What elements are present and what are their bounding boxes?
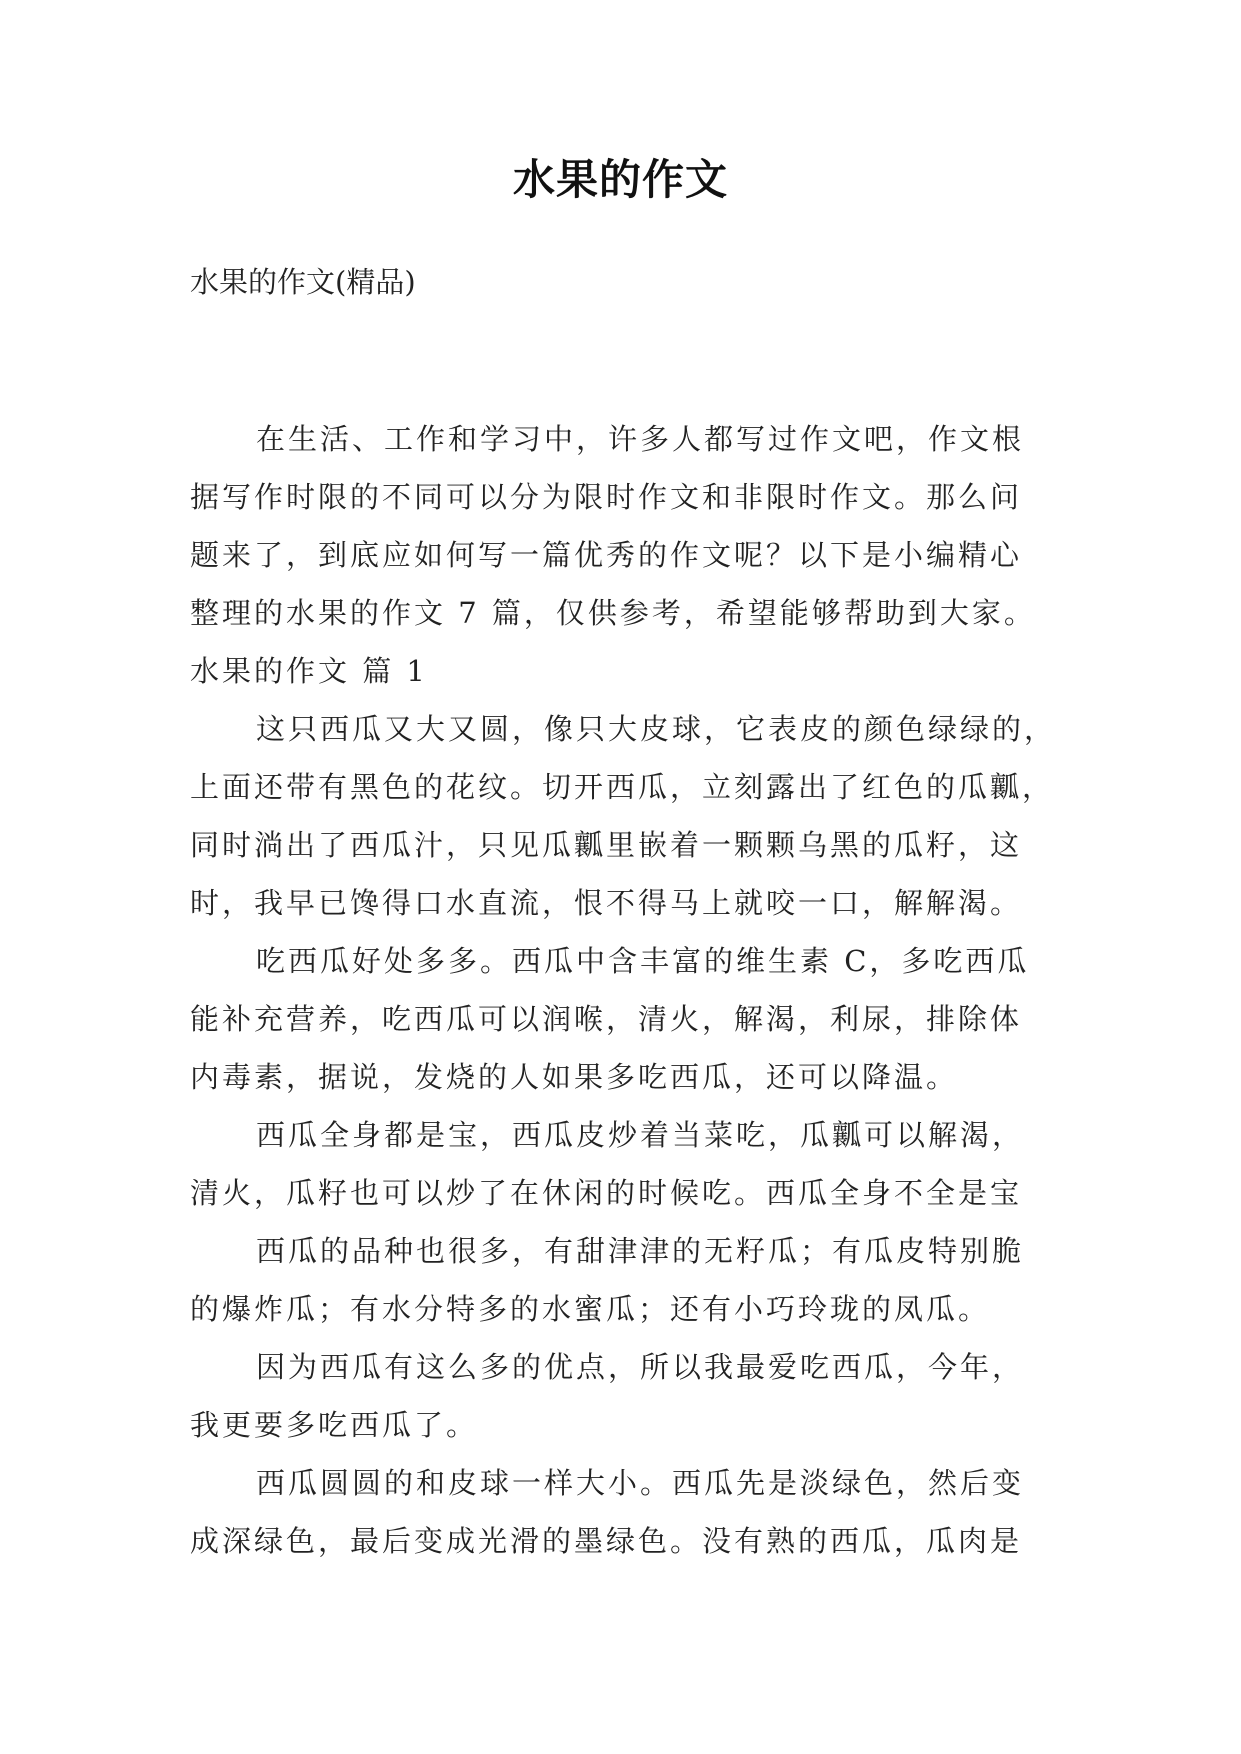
text-line: 因为西瓜有这么多的优点，所以我最爱吃西瓜，今年， xyxy=(256,1350,1025,1384)
document-title: 水果的作文 xyxy=(512,155,728,204)
text-line: 在生活、工作和学习中，许多人都写过作文吧，作文根 xyxy=(256,422,1025,456)
text-line: 能补充营养，吃西瓜可以润喉，清火，解渴，利尿，排除体 xyxy=(190,1002,1023,1036)
text-line: 整理的水果的作文 7 篇，仅供参考，希望能够帮助到大家。 xyxy=(190,596,1036,630)
text-line: 西瓜圆圆的和皮球一样大小。西瓜先是淡绿色，然后变 xyxy=(256,1466,1025,1500)
text-line: 清火，瓜籽也可以炒了在休闲的时候吃。西瓜全身不全是宝 xyxy=(190,1176,1023,1210)
text-line: 的爆炸瓜；有水分特多的水蜜瓜；还有小巧玲珑的凤瓜。 xyxy=(190,1292,991,1326)
text-line: 成深绿色，最后变成光滑的墨绿色。没有熟的西瓜，瓜肉是 xyxy=(190,1524,1023,1558)
text-line: 同时淌出了西瓜汁，只见瓜瓤里嵌着一颗颗乌黑的瓜籽，这 xyxy=(190,828,1023,862)
text-line: 上面还带有黑色的花纹。切开西瓜，立刻露出了红色的瓜瓤， xyxy=(190,770,1055,804)
document-body xyxy=(190,410,1070,1570)
document-subtitle: 水果的作文(精品) xyxy=(190,265,416,299)
text-line: 据写作时限的不同可以分为限时作文和非限时作文。那么问 xyxy=(190,480,1023,514)
text-line: 题来了，到底应如何写一篇优秀的作文呢？以下是小编精心 xyxy=(190,538,1023,572)
text-line: 时，我早已馋得口水直流，恨不得马上就咬一口，解解渴。 xyxy=(190,886,1023,920)
text-line: 西瓜的品种也很多，有甜津津的无籽瓜；有瓜皮特别脆 xyxy=(256,1234,1025,1268)
text-line: 水果的作文 篇 1 xyxy=(190,654,428,688)
text-line: 我更要多吃西瓜了。 xyxy=(190,1408,479,1442)
text-line: 西瓜全身都是宝，西瓜皮炒着当菜吃，瓜瓤可以解渴， xyxy=(256,1118,1025,1152)
text-line: 这只西瓜又大又圆，像只大皮球，它表皮的颜色绿绿的， xyxy=(256,712,1057,746)
text-line: 内毒素，据说，发烧的人如果多吃西瓜，还可以降温。 xyxy=(190,1060,959,1094)
text-line: 吃西瓜好处多多。西瓜中含丰富的维生素 C，多吃西瓜 xyxy=(256,944,1030,978)
